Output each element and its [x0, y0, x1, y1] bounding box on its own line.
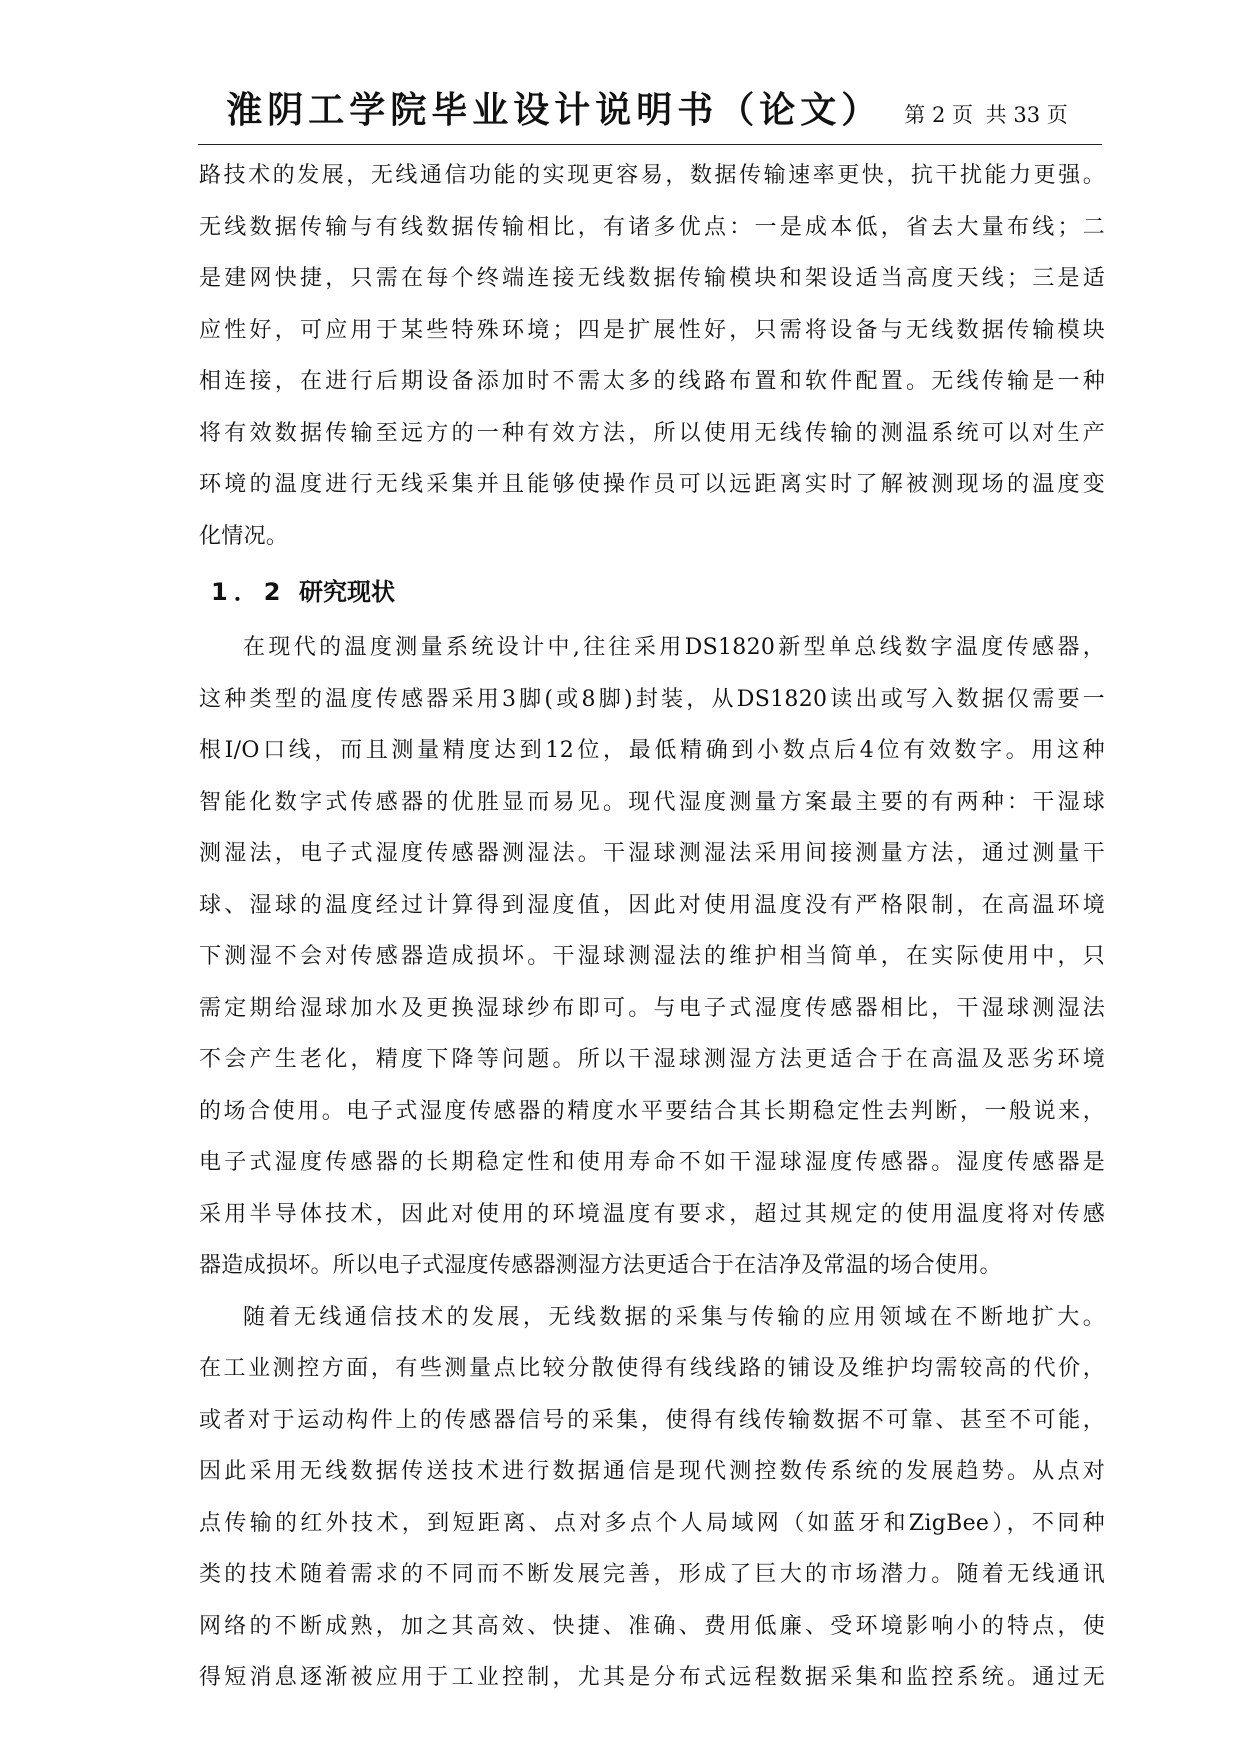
paragraph-intro	[199, 150, 1105, 562]
text-line: 根I/O口线，而且测量精度达到12位，最低精确到小数点后4位有效数字。用这种	[199, 738, 1105, 763]
text-line: 智能化数字式传感器的优胜显而易见。现代湿度测量方案最主要的有两种：干湿球	[199, 789, 1105, 815]
section-title: 研究现状	[299, 578, 395, 606]
text-line: 电子式湿度传感器的长期稳定性和使用寿命不如干湿球湿度传感器。湿度传感器是	[199, 1150, 1105, 1175]
header-divider	[198, 144, 1102, 145]
text-line: 点传输的红外技术，到短距离、点对多点个人局域网（如蓝牙和ZigBee），不同种	[199, 1510, 1105, 1536]
paragraph-wireless-development	[199, 1292, 1105, 1704]
text-line: 因此采用无线数据传送技术进行数据通信是现代测控数传系统的发展趋势。从点对	[199, 1459, 1105, 1484]
text-line: 得短消息逐渐被应用于工业控制，尤其是分布式远程数据采集和监控系统。通过无	[199, 1665, 1105, 1690]
page-body	[199, 150, 1105, 1704]
text-line: 采用半导体技术，因此对使用的环境温度有要求，超过其规定的使用温度将对传感	[199, 1201, 1105, 1227]
page-counter	[904, 99, 1073, 129]
text-line: 路技术的发展，无线通信功能的实现更容易，数据传输速率更快，抗干扰能力更强。	[199, 163, 1105, 188]
text-line: 环境的温度进行无线采集并且能够使操作员可以远距离实时了解被测现场的温度变	[199, 472, 1105, 497]
text-line: 或者对于运动构件上的传感器信号的采集，使得有线传输数据不可靠、甚至不可能，	[199, 1407, 1105, 1433]
text-line: 不会产生老化，精度下降等问题。所以干湿球测湿方法更适合于在高温及恶劣环境	[199, 1047, 1105, 1072]
text-line: 球、湿球的温度经过计算得到湿度值，因此对使用温度没有严格限制，在高温环境	[199, 892, 1105, 918]
text-line: 器造成损坏。所以电子式湿度传感器测湿方法更适合于在洁净及常温的场合使用。	[199, 1253, 1002, 1278]
page-header	[200, 82, 1100, 142]
section-heading	[199, 562, 1105, 622]
text-line: 需定期给湿球加水及更换湿球纱布即可。与电子式湿度传感器相比，干湿球测湿法	[199, 995, 1105, 1021]
section-number: 1．2	[211, 578, 287, 606]
text-line: 这种类型的温度传感器采用3脚(或8脚)封装，从DS1820读出或写入数据仅需要一	[199, 686, 1105, 712]
paragraph-current-research	[199, 622, 1105, 1292]
text-line: 网络的不断成熟，加之其高效、快捷、准确、费用低廉、受环境影响小的特点，使	[199, 1613, 1105, 1639]
thesis-title: 淮阴工学院毕业设计说明书（论文）	[226, 90, 883, 131]
page-current: 第 2 页	[904, 103, 973, 127]
text-line: 在工业测控方面，有些测量点比较分散使得有线线路的铺设及维护均需较高的代价，	[199, 1356, 1105, 1381]
text-line: 的场合使用。电子式湿度传感器的精度水平要结合其长期稳定性去判断，一般说来，	[199, 1098, 1105, 1124]
page-total: 共 33 页	[985, 103, 1068, 127]
text-line: 无线数据传输与有线数据传输相比，有诸多优点：一是成本低，省去大量布线；二	[199, 214, 1105, 240]
text-line: 随着无线通信技术的发展，无线数据的采集与传输的应用领域在不断地扩大。	[243, 1304, 1105, 1330]
text-line: 化情况。	[199, 523, 289, 549]
text-line: 下测湿不会对传感器造成损坏。干湿球测湿法的维护相当简单，在实际使用中，只	[199, 944, 1105, 969]
text-line: 相连接，在进行后期设备添加时不需太多的线路布置和软件配置。无线传输是一种	[199, 369, 1105, 394]
text-line: 是建网快捷，只需在每个终端连接无线数据传输模块和架设适当高度天线；三是适	[199, 266, 1105, 291]
text-line: 应性好，可应用于某些特殊环境；四是扩展性好，只需将设备与无线数据传输模块	[199, 317, 1105, 343]
text-line: 类的技术随着需求的不同而不断发展完善，形成了巨大的市场潜力。随着无线通讯	[199, 1562, 1105, 1587]
text-line: 将有效数据传输至远方的一种有效方法，所以使用无线传输的测温系统可以对生产	[199, 420, 1105, 446]
text-line: 测湿法，电子式湿度传感器测湿法。干湿球测湿法采用间接测量方法，通过测量干	[199, 841, 1105, 866]
text-line: 在现代的温度测量系统设计中,往往采用DS1820新型单总线数字温度传感器，	[243, 635, 1105, 660]
